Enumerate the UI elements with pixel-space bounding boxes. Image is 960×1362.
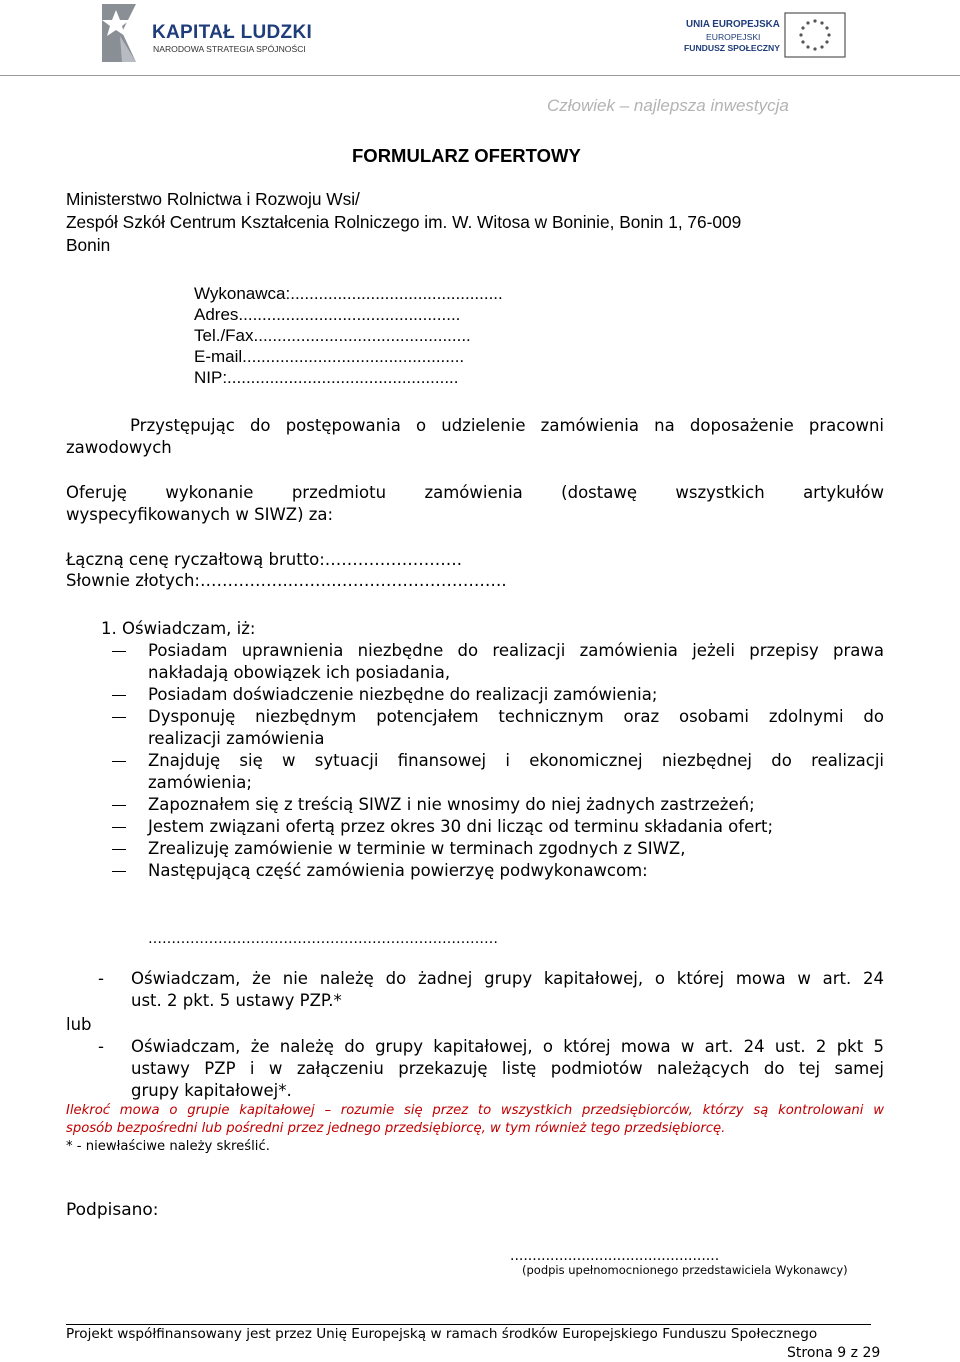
dash-bullet-option-1: - (98, 969, 104, 988)
declaration-item: Jestem związani ofertą przez okres 30 dni licząc od terminu składania ofert; (148, 817, 774, 836)
capital-group-option-1-cont: ust. 2 pkt. 5 ustawy PZP.* (131, 991, 342, 1010)
kapital-ludzki-emblem-icon (96, 2, 142, 64)
capital-group-note-line-1: Ilekroć mowa o grupie kapitałowej – rozumie się przez to wszystkich przedsiębiorców, którzy są kontrolowani w (66, 1103, 884, 1118)
eu-logo-line3: FUNDUSZ SPOŁECZNY (684, 43, 780, 53)
subcontractor-field[interactable]: ………………………………………………………………… (148, 931, 498, 947)
declaration-item: Znajduję się w sytuacji finansowej i ekonomicznej niezbędnej do realizacji (148, 751, 884, 770)
contractor-field[interactable]: Wykonawca:............................................. (194, 284, 503, 303)
dash-bullet (112, 827, 126, 828)
document-title: FORMULARZ OFERTOWY (352, 145, 581, 166)
declaration-item: Następującą część zamówienia powierzyę podwykonawcom: (148, 861, 648, 880)
dash-bullet-option-2: - (98, 1037, 104, 1056)
slogan: Człowiek – najlepsza inwestycja (547, 96, 789, 115)
eu-flag-icon (784, 12, 846, 58)
capital-group-option-2: Oświadczam, że należę do grupy kapitałowej, o której mowa w art. 24 ust. 2 pkt 5 (131, 1037, 884, 1056)
dash-bullet (112, 717, 126, 718)
intro-line-2: zawodowych (66, 438, 172, 457)
eu-logo-line2: EUROPEJSKI (706, 32, 761, 42)
dash-bullet (112, 761, 126, 762)
declaration-item: Zapoznałem się z treścią SIWZ i nie wnosimy do niej żadnych zastrzeżeń; (148, 795, 755, 814)
capital-group-option-2-cont: ustawy PZP i w załączeniu przekazuję listę podmiotów należących do tej samej (131, 1059, 884, 1078)
declaration-heading: 1. Oświadczam, iż: (101, 619, 256, 638)
addressee-line-2: Zespół Szkół Centrum Kształcenia Rolniczego im. W. Witosa w Boninie, Bonin 1, 76-009 (66, 212, 742, 232)
phone-fax-field[interactable]: Tel./Fax.............................................. (194, 326, 471, 345)
signature-field[interactable]: ............................................... (510, 1248, 720, 1264)
dash-bullet (112, 849, 126, 850)
kapital-ludzki-subtitle: NARODOWA STRATEGIA SPÓJNOŚCI (153, 44, 306, 54)
kapital-ludzki-logo (96, 2, 316, 66)
footer-divider (66, 1324, 871, 1325)
dash-bullet (112, 805, 126, 806)
declaration-item-cont: realizacji zamówienia (148, 729, 325, 748)
capital-group-option-2-end: grupy kapitałowej*. (131, 1081, 292, 1100)
offer-line-2: wyspecyfikowanych w SIWZ) za: (66, 505, 334, 524)
declaration-item-cont: zamówienia; (148, 773, 252, 792)
declaration-item: Dysponuję niezbędnym potencjałem technicznym oraz osobami zdolnymi do (148, 707, 884, 726)
dash-bullet (112, 651, 126, 652)
capital-group-note-line-2: sposób bezpośredni lub pośredni przez jednego przedsiębiorcę, w tym również tego przedsiębiorcę. (66, 1121, 726, 1136)
addressee-line-1: Ministerstwo Rolnictwa i Rozwoju Wsi/ (66, 189, 360, 209)
or-label: lub (66, 1015, 92, 1034)
page-number: Strona 9 z 29 (787, 1345, 881, 1361)
declaration-item: Zrealizuję zamówienie w terminie w terminach zgodnych z SIWZ, (148, 839, 686, 858)
eu-logo (680, 12, 850, 62)
price-in-words-field[interactable]: Słownie złotych:……………..……..…………………………. (66, 571, 507, 590)
email-field[interactable]: E-mail............................................... (194, 347, 465, 366)
kapital-ludzki-title: KAPITAŁ LUDZKI (152, 22, 313, 43)
addressee-line-3: Bonin (66, 235, 111, 255)
signed-label: Podpisano: (66, 1200, 159, 1220)
nip-field[interactable]: NIP:................................................. (194, 368, 459, 387)
eu-logo-line1: UNIA EUROPEJSKA (686, 19, 780, 30)
intro-line-1: Przystępując do postępowania o udzielenie zamówienia na doposażenie pracowni (130, 416, 884, 435)
capital-group-option-1: Oświadczam, że nie należę do żadnej grupy kapitałowej, o której mowa w art. 24 (131, 969, 884, 988)
signature-caption: (podpis upełnomocnionego przedstawiciela Wykonawcy) (522, 1263, 848, 1277)
declaration-item-cont: nakładają obowiązek ich posiadania, (148, 663, 451, 682)
total-price-field[interactable]: Łączną cenę ryczałtową brutto:……………………. (66, 550, 463, 569)
declaration-item: Posiadam uprawnienia niezbędne do realizacji zamówienia jeżeli przepisy prawa (148, 641, 884, 660)
address-field[interactable]: Adres............................................... (194, 305, 461, 324)
declaration-item: Posiadam doświadczenie niezbędne do realizacji zamówienia; (148, 685, 658, 704)
dash-bullet (112, 871, 126, 872)
offer-line-1: Oferuję wykonanie przedmiotu zamówienia (dostawę wszystkich artykułów (66, 483, 884, 502)
dash-bullet (112, 695, 126, 696)
header-divider (0, 75, 960, 76)
asterisk-note: * - niewłaściwe należy skreślić. (66, 1139, 270, 1154)
footer-project-line: Projekt współfinansowany jest przez Unię Europejską w ramach środków Europejskiego Funduszu Społecznego (66, 1326, 818, 1342)
header (0, 0, 960, 80)
